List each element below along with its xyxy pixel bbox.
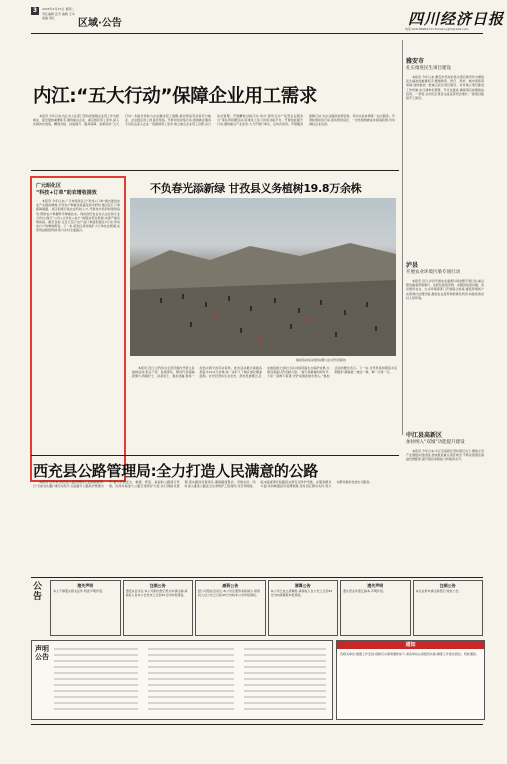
contact-line: 电话:028-86961711 Email:scjjrb@126.com: [405, 27, 469, 31]
notice-item: [195, 580, 266, 636]
classified-label: 声明公告: [35, 645, 49, 661]
footer-rule: [31, 724, 483, 725]
bottom-body: [33, 480, 483, 568]
side-story-2: [406, 262, 484, 419]
classified-ads-block: [31, 640, 333, 720]
lead-paragraph: 本报讯 今年以来,内江市人社部门坚持把保障企业用工作为稳就业、促发展的重要抓手,围绕重点企业、重点园区用工需求,深入实施岗位收集、精准对接、技能提升、服务保障、政策扶持“五大行动”,多措并举助力企业解决招工难题,推动形成劳动者充分就业、企业稳定用工的良好局面。开展岗位收集行动,组建就业服务专员队伍深入企业一线摸排用工需求,建立重点企业用工台账,实行动态管理。开展精准对接行动,举办“春风行动”“民营企业服务月”等系列招聘活动,搭建线上线下供需对接平台。开展技能提升行动,围绕重点产业需求,大力开展订单式、定向式培训。开展服务保障行动,为企业提供政策咨询、劳动关系协调等一站式服务。开展政策扶持行动,落实稳岗返还、一次性吸纳就业补贴等政策,切实减轻企业负担。: [33, 114, 395, 127]
lead-body: [33, 114, 395, 166]
bottom-rule: [31, 455, 399, 456]
notice-title: 遗失声明: [367, 583, 384, 588]
side-story-3-paragraph: 本报讯 今年以来,中江县高新区坚持项目为王,聚焦主导产业强链补链延链,加快推进重点项目建设,不断完善园区基础设施配套,提升园区承载能力和服务水平。: [406, 449, 484, 462]
side-story-1: [406, 58, 484, 245]
notice-body: 经股东会决议,本公司拟向登记机关申请注销,请债权人自本公告发布之日起45日内申报债权。: [125, 589, 188, 597]
notice-body: 经公司股东会决议,本公司注册资本拟减少,请债权人自公告之日起45日内向本公司申报债权。: [198, 589, 260, 597]
date-line: 2025年4月15日 星期二: [42, 7, 75, 11]
bottom-headline: 西充县公路管理局:全力打造人民满意的公路: [33, 462, 319, 480]
notice-title: 清算公告: [294, 583, 311, 588]
side-story-2-headline: 泸县: [406, 262, 419, 269]
crowd-illustration: [130, 198, 396, 356]
boxed-paragraph: 本报讯 今年以来,广元市昭化区以“科技+订单”模式推进农业产业提质增效,引导农户种植优质蔬菜和中药材,通过签订订单保障销路。该区积极引进农业科技人才,开展技术培训和现场指导,帮助农户掌握科学种植技术。同时依托农业龙头企业和专业合作社,推行“公司+合作社+农户”的联农带农机制,实现产销有效衔接。截至目前,全区已签订农产品订单面积超过2万亩,带动农户户均增收明显。下一步,昭化区将持续扩大订单农业规模,完善利益联结机制,助力乡村全面振兴。: [36, 199, 120, 233]
masthead-rule: [31, 33, 483, 34]
photo-caption: 植树造林活动现场(图片由甘孜县提供): [296, 358, 347, 362]
lead-rule: [31, 170, 399, 171]
notice-body: 本企业拟申请注销登记,特此公告。: [415, 589, 462, 593]
official-notice-block: [336, 640, 485, 720]
bottom-paragraph: 本报讯 近年来,西充县公路管理局立足职能职责,以“四好农村路”建设为抓手,全面提升公路养护管理水平,着力打造安全、畅通、舒适、美丽的公路通行环境。该局持续加大公路日常养护力度,实行网格化管理,落实路段包保责任,确保路面整洁、设施完好。同时深入推进公路安全生命防护工程建设,对急弯陡坡、临水临崖等危险路段完善安全防护设施。在服务群众方面,该局畅通投诉受理渠道,及时回应群众关切,努力为群众提供优质出行服务。: [33, 480, 373, 489]
newspaper-logo: 四川经济日报: [408, 10, 505, 28]
side-story-1-paragraph: 本报讯 今年以来,雅安市坚持把民生项目建设作为增进民生福祉的重要抓手,聚焦教育、医疗、养老、城市更新等领域,加快推进一批重点民生项目建设。该市建立项目推进工作机制,实行清单化管理、节点化推进,确保项目按期建成投用。一季度,全市民生项目完成投资同比增长,一批项目陆续开工建设。: [406, 75, 484, 101]
side-story-3-subhead: 加快纳入“双城”功能提升建设: [406, 440, 465, 445]
boxed-kicker: 广元昭化区: [36, 183, 62, 189]
boxed-body: [36, 199, 120, 464]
notice-body: 本公司已成立清算组,请债权人自公告之日起45日内向清算组申报债权。: [270, 589, 333, 597]
feature-headline: 不负春光添新绿 甘孜县义务植树19.8万余株: [150, 182, 362, 195]
notices-label: 公告: [33, 582, 43, 602]
boxed-headline: “科技+订单”助农增收提效: [36, 190, 97, 196]
notice-title: 注销公告: [439, 583, 456, 588]
notice-title: 减资公告: [222, 583, 239, 588]
notice-item: [123, 580, 194, 636]
notice-banner-body: 各相关单位:根据工作安排,现就有关事项通知如下,请各单位认真组织实施,确保工作落实到位。特此通知。: [340, 652, 479, 656]
feature-body: [132, 366, 397, 442]
side-story-2-body: [406, 279, 484, 419]
notices-rule: [31, 577, 483, 578]
notice-banner: 通知: [337, 641, 484, 649]
classified-text-lines: [54, 645, 328, 715]
notices-grid: [50, 580, 483, 636]
notice-body: 本人不慎遗失相关证件,特此声明作废。: [53, 589, 105, 593]
notice-item: [50, 580, 121, 636]
lead-headline: 内江:“五大行动”保障企业用工需求: [33, 86, 317, 107]
notice-item: [268, 580, 339, 636]
notice-title: 遗失声明: [77, 583, 94, 588]
side-story-1-body: [406, 75, 484, 245]
editor-line: 责任编辑 张芳 编辑 王中 美编 周红: [42, 12, 75, 20]
side-story-3-headline: 中江县高新区: [406, 432, 443, 439]
page-number: 3: [32, 7, 38, 14]
side-story-2-paragraph: 本报讯 近日,泸县开展农业面源污染治理专项行动,重点整治畜禽养殖粪污、农药包装废弃物、农膜回收等问题。该县组织农业、生态环境等部门开展联合检查,督促养殖场户完善粪污处理设施,推进农业废弃物资源化利用,持续改善农村人居环境。: [406, 279, 484, 300]
notice-title: 注销公告: [149, 583, 166, 588]
side-story-2-subhead: 开展农业环境污染专项行动: [406, 270, 460, 275]
notice-body: 遗失营业执照正副本,声明作废。: [343, 589, 386, 593]
feature-photo: [130, 198, 396, 356]
feature-paragraph: 本报讯 近日,甘孜县在全县范围内开展义务植树活动,机关干部、驻地部队、群众代表等踊跃参与,挥锹铲土、扶苗培土、提水浇灌,现场一派热火朝天的劳动景象。此次活动累计栽植各类苗木19.8万余株,进一步扩大了城乡绿化覆盖面积。甘孜县坚持生态优先、绿色发展理念,扎实推进国土绿化行动,持续巩固生态保护成果,为建设美丽甘孜贡献力量。“春天是植树的好时节,大家一起种下希望,守护家园的绿水青山。”参加活动的群众表示。下一步,甘孜县将加强苗木后期管护,确保栽一株活一株、种一片绿一片。: [132, 366, 397, 379]
notice-item: [340, 580, 411, 636]
side-story-1-headline: 雅安市: [406, 58, 425, 65]
notice-item: [413, 580, 484, 636]
section-title: 区域·公告: [78, 18, 122, 29]
highlighted-story-box: [30, 176, 126, 482]
side-divider: [402, 40, 403, 435]
side-story-1-subhead: 扎实推进民生项目建设: [406, 66, 451, 71]
